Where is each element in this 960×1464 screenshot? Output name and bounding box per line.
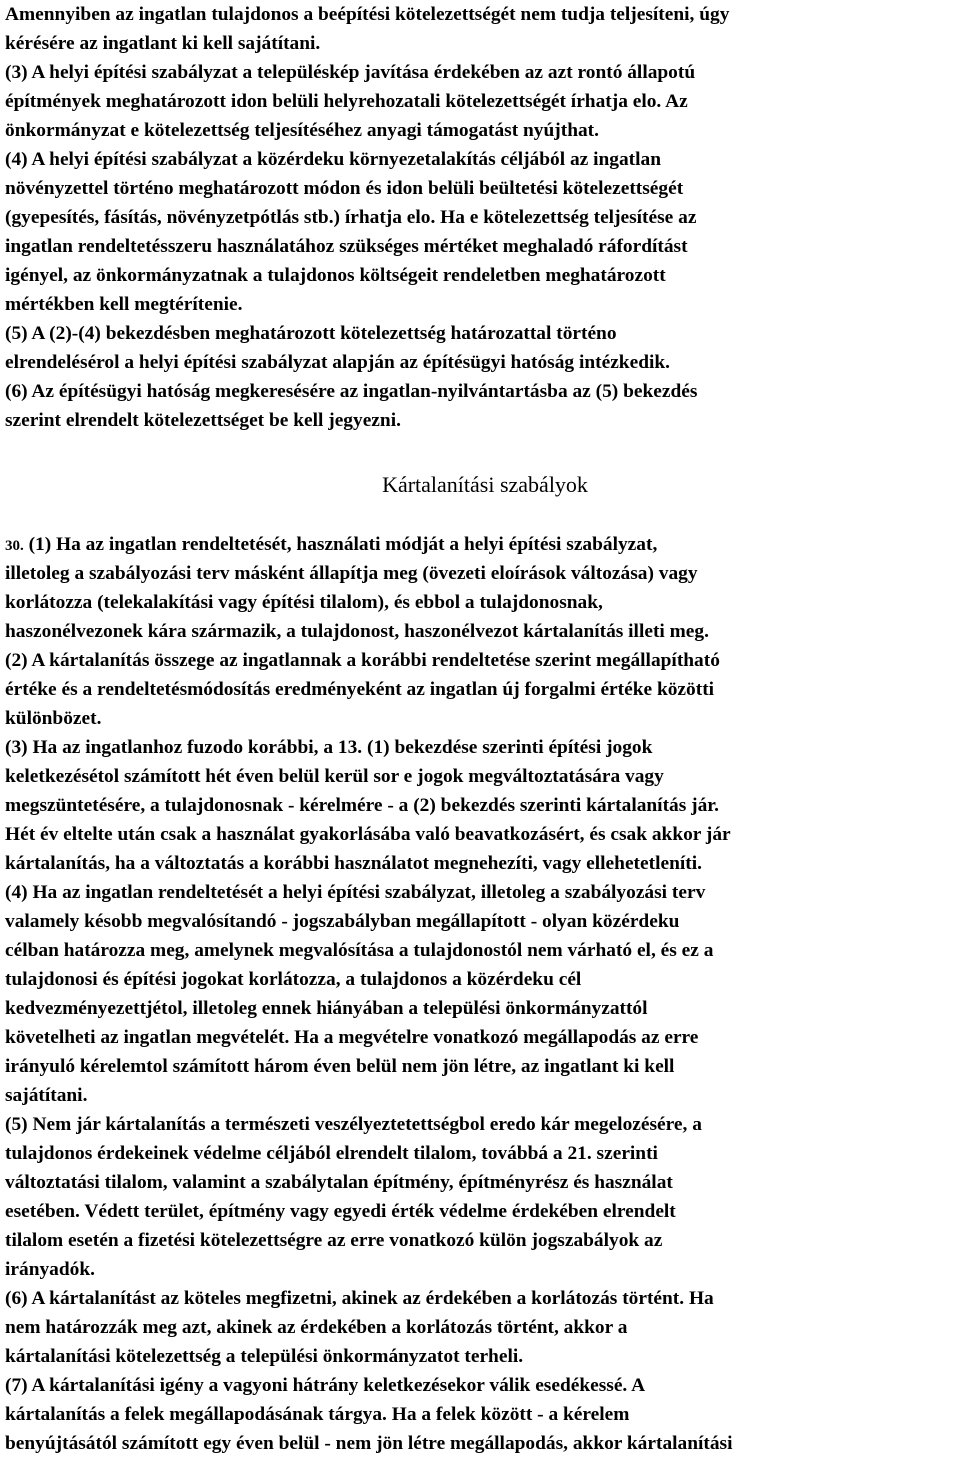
text-line [5, 762, 957, 791]
text-run: (7) A kártalanítási igény a vagyoni hátrány keletkezésekor válik esedékessé. [5, 1375, 632, 1396]
text-run: Amennyiben az ingatlan tulajdonos a beépítési kötelezettségét nem tudja teljesíteni, úgy [5, 4, 730, 25]
text-run: kártalanítási kötelezettség a települési önkormányzatot terheli. [5, 1346, 524, 1367]
text-line [5, 936, 957, 965]
text-line [5, 203, 957, 232]
section-number: 30. [5, 538, 24, 554]
text-line [5, 261, 957, 290]
text-line [5, 965, 957, 994]
text-run: Hét év eltelte után csak a használat gyakorlásába való beavatkozásért, és csak akkor jár [5, 824, 731, 845]
text-line [5, 617, 957, 646]
text-line [5, 1197, 957, 1226]
text-line [5, 87, 957, 116]
text-run: keletkezésétol számított hét éven belül kerül sor e jogok megváltoztatására vagy [5, 766, 664, 787]
text-line [5, 145, 957, 174]
text-run: nem határozzák meg azt, akinek az érdekében a korlátozás történt, akkor a [5, 1317, 628, 1338]
text-line [5, 878, 957, 907]
text-line [5, 1342, 957, 1371]
text-run: (6) Az építésügyi hatóság megkeresésére az ingatlan-nyilvántartásba az (5) bekezdés [5, 381, 698, 402]
text-line [5, 588, 957, 617]
text-run: (3) Ha az ingatlanhoz fuzodo korábbi, a 13. (1) bekezdése szerinti építési jogok [5, 737, 653, 758]
text-run: (3) A helyi építési szabályzat a településkép javítása érdekében az azt rontó állapotú [5, 62, 696, 83]
text-line [5, 1023, 957, 1052]
text-run: korlátozza (telekalakítási vagy építési tilalom), és ebbol a tulajdonosnak, [5, 592, 603, 613]
text-line [5, 1052, 957, 1081]
text-line [5, 704, 957, 733]
text-line [5, 406, 957, 435]
text-line [5, 1255, 957, 1284]
text-run: elrendelésérol a helyi építési szabályzat alapján az építésügyi hatóság intézkedik. [5, 352, 670, 373]
text-run: illetoleg a szabályozási terv másként állapítja meg (övezeti eloírások változása) vagy [5, 563, 698, 584]
text-line [5, 733, 957, 762]
text-run: sajátítani. [5, 1085, 88, 1106]
text-run: tilalom esetén a fizetési kötelezettségre az erre vonatkozó külön jogszabályok az [5, 1230, 663, 1251]
text-run: (5) Nem jár kártalanítás a természeti veszélyeztetettségbol eredo kár megelozésére, a [5, 1114, 702, 1135]
text-run: esetében. [5, 1201, 85, 1222]
text-run: mértékben kell megtérítenie. [5, 294, 243, 315]
text-line [5, 1284, 957, 1313]
text-run: Védett terület, építmény vagy egyedi érték védelme érdekében elrendelt [84, 1201, 676, 1222]
text-run: Ha [688, 1288, 714, 1309]
text-line [5, 29, 957, 58]
text-block-bottom [5, 530, 957, 1458]
text-run: növényzettel történo meghatározott módon és idon belüli beültetési kötelezettségét [5, 178, 684, 199]
text-run: irányadók. [5, 1259, 95, 1280]
document-page [5, 0, 957, 1458]
text-run: különbözet. [5, 708, 102, 729]
text-run: (gyepesítés, fásítás, növényzetpótlás stb.) írhatja elo. [5, 207, 441, 228]
text-run: Ha e kötelezettség teljesítése az [440, 207, 697, 228]
text-line [5, 907, 957, 936]
text-line [5, 1400, 957, 1429]
section-heading: Kártalanítási szabályok [382, 472, 588, 497]
text-run: Ha a megvételre vonatkozó megállapodás az erre [294, 1027, 699, 1048]
text-run: igényel, az önkormányzatnak a tulajdonos költségeit rendeletben meghatározott [5, 265, 666, 286]
text-line [5, 232, 957, 261]
text-run: tulajdonos érdekeinek védelme céljából elrendelt tilalom, továbbá a 21. szerinti [5, 1143, 658, 1164]
text-run: célban határozza meg, amelynek megvalósítása a tulajdonostól nem várható el, és ez a [5, 940, 714, 961]
text-run: értéke és a rendeltetésmódosítás eredményeként az ingatlan új forgalmi értéke közötti [5, 679, 715, 700]
text-block-top [5, 0, 957, 435]
text-run: Az [665, 91, 688, 112]
text-run: (4) A helyi építési szabályzat a közérdeku környezetalakítás céljából az ingatlan [5, 149, 662, 170]
text-line [5, 290, 957, 319]
text-run: valamely késobb megvalósítandó - jogszabályban megállapított - olyan közérdeku [5, 911, 680, 932]
text-line [5, 1429, 957, 1458]
text-line [5, 1110, 957, 1139]
text-line [5, 1226, 957, 1255]
text-line [5, 1168, 957, 1197]
text-run: benyújtásától számított egy éven belül - nem jön létre megállapodás, akkor kártalanítási [5, 1433, 733, 1454]
text-run: (4) Ha az ingatlan rendeltetését a helyi építési szabályzat, illetoleg a szabályozási terv [5, 882, 706, 903]
text-line [5, 116, 957, 145]
text-run: építmények meghatározott idon belüli helyrehozatali kötelezettségét írhatja elo. [5, 91, 666, 112]
text-line [5, 994, 957, 1023]
text-run: kérésére az ingatlant ki kell sajátítani. [5, 33, 321, 54]
text-line [5, 0, 957, 29]
text-run: változtatási tilalom, valamint a szabálytalan építmény, építményrész és használat [5, 1172, 673, 1193]
text-run: (6) A kártalanítást az köteles megfizetni, akinek az érdekében a korlátozás történt. [5, 1288, 689, 1309]
text-line [5, 377, 957, 406]
text-line [5, 559, 957, 588]
text-line [5, 1081, 957, 1110]
text-run: tulajdonosi és építési jogokat korlátozza, a tulajdonos a közérdeku cél [5, 969, 582, 990]
text-run: A [631, 1375, 646, 1396]
text-run: megszüntetésére, a tulajdonosnak - kérelmére - a (2) bekezdés szerinti kártalanítás jár. [5, 795, 719, 816]
text-run: (1) Ha az ingatlan rendeltetését, használati módját a helyi építési szabályzat, [23, 534, 658, 555]
text-line [5, 1371, 957, 1400]
text-run: ingatlan rendeltetésszeru használatához szükséges mértéket meghaladó ráfordítást [5, 236, 688, 257]
text-run: önkormányzat e kötelezettség teljesítéséhez anyagi támogatást nyújthat. [5, 120, 599, 141]
text-line [5, 675, 957, 704]
text-run: irányuló kérelemtol számított három éven belül nem jön létre, az ingatlant ki kell [5, 1056, 675, 1077]
text-run: kártalanítás, ha a változtatás a korábbi használatot megnehezíti, vagy ellehetetleníti. [5, 853, 702, 874]
text-line [5, 58, 957, 87]
text-line [5, 820, 957, 849]
text-line [5, 174, 957, 203]
text-run: (2) A kártalanítás összege az ingatlannak a korábbi rendeltetése szerint megállapítható [5, 650, 720, 671]
text-line [5, 1313, 957, 1342]
text-line [5, 1139, 957, 1168]
text-line [5, 791, 957, 820]
text-run: kártalanítás a felek megállapodásának tárgya. [5, 1404, 392, 1425]
text-run: kedvezményezettjétol, illetoleg ennek hiányában a települési önkormányzattól [5, 998, 648, 1019]
text-run: Ha a felek között - a kérelem [391, 1404, 630, 1425]
text-run: követelheti az ingatlan megvételét. [5, 1027, 295, 1048]
text-line [5, 348, 957, 377]
text-line [5, 530, 957, 559]
text-line [5, 646, 957, 675]
heading-area [5, 435, 957, 530]
text-run: (5) A (2)-(4) bekezdésben meghatározott kötelezettség határozattal történo [5, 323, 617, 344]
text-line [5, 849, 957, 878]
text-run: haszonélvezonek kára származik, a tulajdonost, haszonélvezot kártalanítás illeti meg. [5, 621, 709, 642]
text-line [5, 319, 957, 348]
text-run: szerint elrendelt kötelezettséget be kell jegyezni. [5, 410, 401, 431]
